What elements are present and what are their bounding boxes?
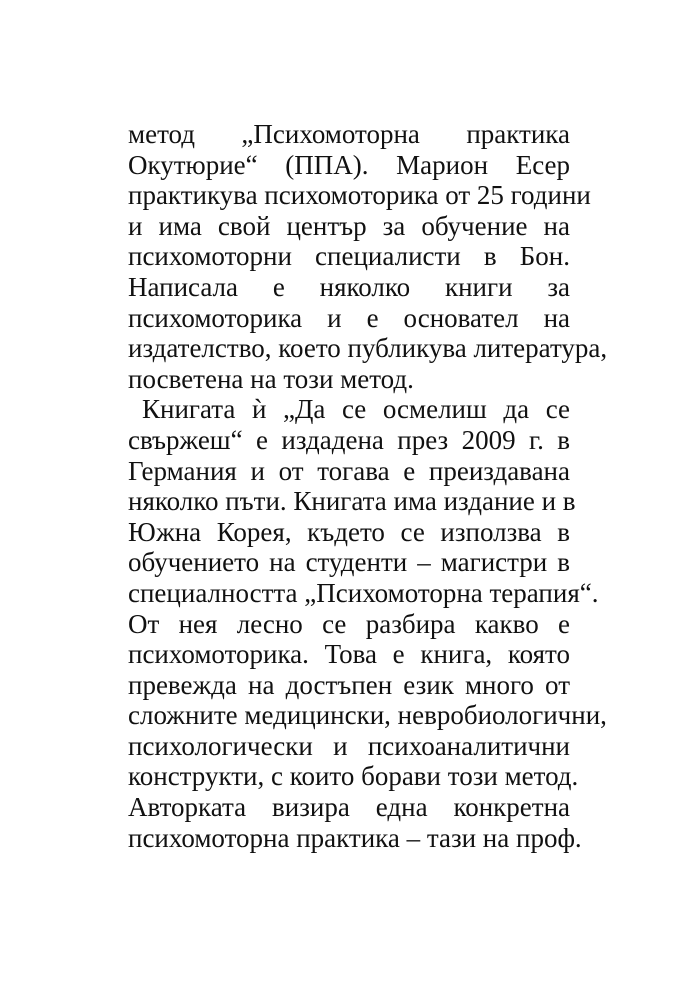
text-line: Написала е няколко книги за [128, 271, 570, 302]
body-text [128, 119, 608, 853]
text-line: обучението на студенти – магистри в [128, 547, 570, 578]
text-line: специалността „Психомоторна терапия“. [128, 577, 599, 608]
text-line: няколко пъти. Книгата има издание и в [128, 486, 576, 517]
text-line: Книгата ѝ „Да се осмелиш да се [142, 394, 570, 425]
text-line: превежда на достъпен език много от [128, 669, 570, 700]
text-line: психомоторни специалисти в Бон. [128, 241, 570, 272]
text-line: психологически и психоаналитични [128, 730, 570, 761]
text-line: практикува психомоторика от 25 години [128, 180, 591, 211]
text-line: психомоторика. Това е книга, която [128, 639, 570, 670]
text-line: Авторката визира една конкретна [128, 792, 570, 823]
text-line: психомоторна практика – тази на проф. [128, 822, 582, 853]
text-line: сложните медицински, невробиологични, [128, 700, 607, 731]
text-line: метод „Психомоторна практика [128, 119, 570, 149]
text-line: психомоторика и е основател на [128, 302, 570, 333]
paragraph-2 [128, 394, 607, 853]
paragraph-1 [128, 119, 608, 394]
text-line: От нея лесно се разбира какво е [128, 608, 570, 639]
text-line: конструкти, с които борави този метод. [128, 761, 579, 792]
text-line: Окутюрие“ (ППА). Марион Есер [128, 149, 570, 180]
text-line: издателство, което публикува литература, [128, 333, 608, 364]
text-line: Южна Корея, където се използва в [128, 516, 570, 547]
text-line: свържеш“ е издадена през 2009 г. в [128, 424, 570, 455]
text-line: и има свой център за обучение на [128, 210, 570, 241]
text-line: посветена на този метод. [128, 363, 414, 394]
text-line: Германия и от тогава е преиздавана [128, 455, 570, 486]
